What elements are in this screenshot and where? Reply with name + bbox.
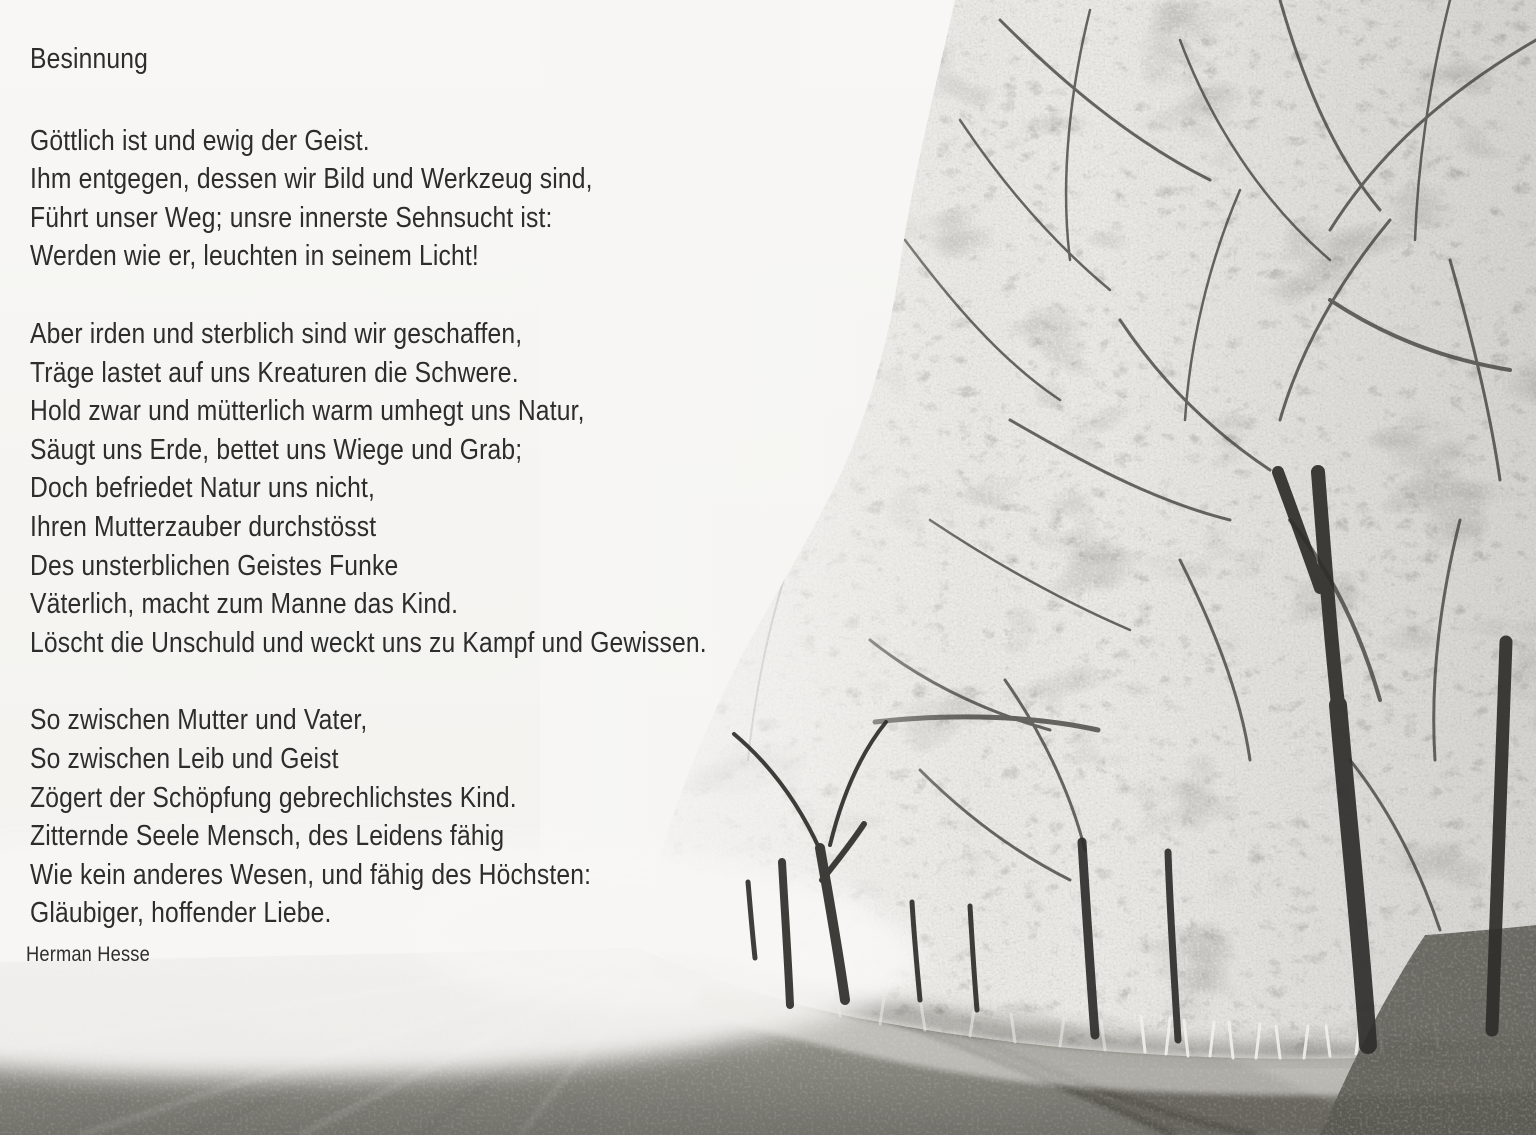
poem-line: Göttlich ist und ewig der Geist. <box>30 124 370 157</box>
poem-line: So zwischen Mutter und Vater, <box>30 704 368 737</box>
poem-line: Väterlich, macht zum Manne das Kind. <box>30 588 459 621</box>
poem-line: Säugt uns Erde, bettet uns Wiege und Grab; <box>30 433 523 466</box>
poem-text-block <box>30 40 707 972</box>
poem-stanza-2 <box>30 315 707 662</box>
poem-line: Zitternde Seele Mensch, des Leidens fähig <box>30 820 505 853</box>
poem-line: Träge lastet auf uns Kreaturen die Schwere. <box>30 356 519 389</box>
poem-line: Des unsterblichen Geistes Funke <box>30 549 399 582</box>
poem-line: So zwischen Leib und Geist <box>30 742 339 775</box>
poem-line: Aber irden und sterblich sind wir geschaffen, <box>30 317 523 350</box>
poem-line: Zögert der Schöpfung gebrechlichstes Kind. <box>30 781 517 814</box>
poem-stanza-1 <box>30 122 707 276</box>
poem-line: Ihren Mutterzauber durchstösst <box>30 510 377 543</box>
poem-line: Wie kein anderes Wesen, und fähig des Höchsten: <box>30 858 592 891</box>
poem-stanza-3 <box>30 701 707 933</box>
poem-line: Ihm entgegen, dessen wir Bild und Werkzeug sind, <box>30 163 593 196</box>
poem-line: Hold zwar und mütterlich warm umhegt uns Natur, <box>30 395 585 428</box>
poem-line: Löscht die Unschuld und weckt uns zu Kampf und Gewissen. <box>30 626 707 659</box>
poem-line: Gläubiger, hoffender Liebe. <box>30 897 332 930</box>
poem-line: Werden wie er, leuchten in seinem Licht! <box>30 240 479 273</box>
poem-author: Herman Hesse <box>26 942 150 966</box>
poem-line: Führt unser Weg; unsre innerste Sehnsucht ist: <box>30 201 553 234</box>
poem-line: Doch befriedet Natur uns nicht, <box>30 472 376 505</box>
poem-title: Besinnung <box>30 43 149 75</box>
